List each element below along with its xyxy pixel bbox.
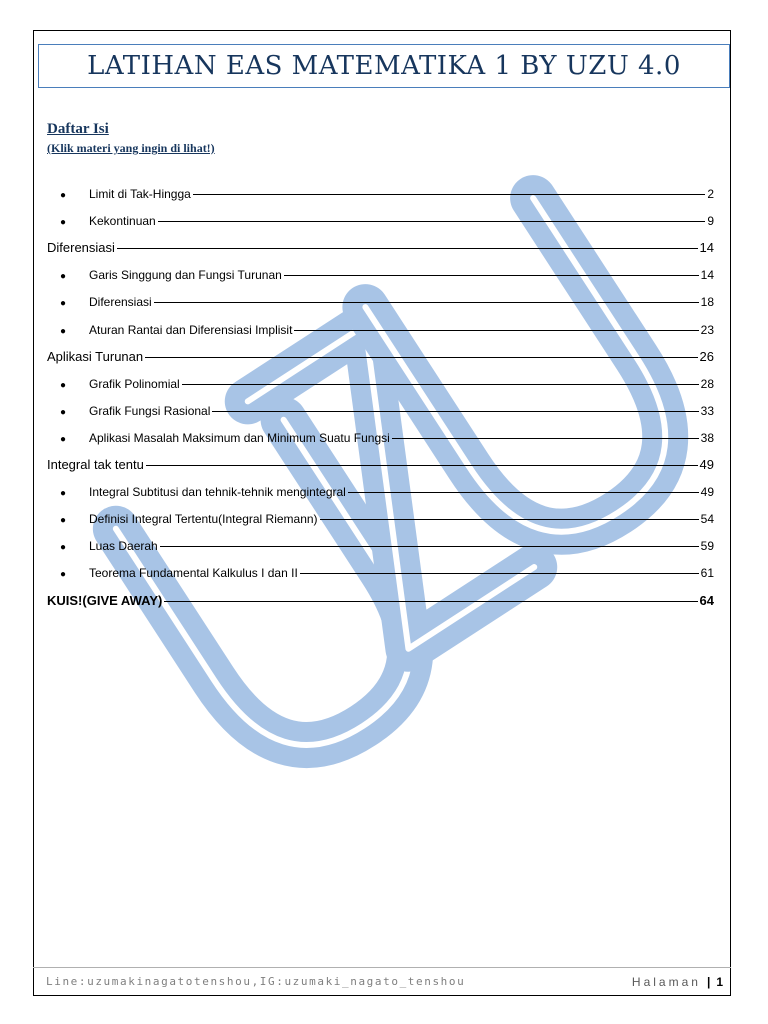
toc-entry[interactable] — [60, 293, 714, 311]
footer-divider — [33, 967, 731, 968]
footer-page-number: 1 — [716, 975, 723, 989]
bullet-icon: ● — [60, 217, 67, 229]
toc-leader-line — [320, 519, 699, 520]
footer-contact: Line:uzumakinagatotenshou,IG:uzumaki_nagato_tenshou — [46, 975, 466, 988]
toc-entry-label: Integral Subtitusi dan tehnik-tehnik mengintegral — [89, 485, 346, 500]
toc-leader-line — [294, 330, 698, 331]
toc-entry-label: Diferensiasi — [89, 295, 152, 310]
toc-entry-label: Definisi Integral Tertentu(Integral Riemann) — [89, 512, 318, 527]
toc-entry-label: Limit di Tak-Hingga — [89, 187, 191, 201]
bullet-icon: ● — [60, 515, 67, 527]
toc-entry-label: Grafik Polinomial — [89, 376, 180, 391]
toc-leader-line — [117, 248, 698, 249]
toc-subheading: (Klik materi yang ingin di lihat!) — [47, 141, 215, 155]
toc-leader-line — [146, 465, 698, 466]
toc-leader-line — [212, 411, 698, 412]
toc-entry-label: Diferensiasi — [47, 240, 115, 256]
toc-entry-page: 26 — [699, 348, 714, 364]
bullet-icon: ● — [60, 190, 67, 201]
toc-entry[interactable] — [60, 429, 714, 447]
toc-entry-label: Luas Daerah — [89, 539, 158, 554]
toc-entry-label: Aplikasi Turunan — [47, 348, 144, 364]
bullet-icon: ● — [60, 379, 67, 391]
toc-entry-page: 38 — [700, 430, 714, 445]
bullet-icon: ● — [60, 406, 67, 418]
bullet-icon: ● — [60, 325, 67, 337]
toc-entry-page: 18 — [700, 295, 714, 310]
toc-entry-label: Aplikasi Masalah Maksimum dan Minimum Suatu Fungsi — [89, 430, 390, 445]
toc-leader-line — [158, 221, 706, 222]
bullet-icon: ● — [60, 542, 67, 554]
toc-entry[interactable] — [60, 537, 714, 555]
bullet-icon: ● — [60, 569, 67, 581]
toc-entry[interactable] — [60, 402, 714, 420]
document-title: LATIHAN EAS MATEMATIKA 1 BY UZU 4.0 — [87, 51, 681, 81]
toc-entry[interactable] — [60, 510, 714, 528]
toc-leader-line — [154, 302, 699, 303]
toc-entry[interactable] — [60, 266, 714, 284]
toc-entry-label: Grafik Fungsi Rasional — [89, 403, 211, 418]
toc-entry-label: Aturan Rantai dan Diferensiasi Implisit — [89, 322, 293, 337]
footer-separator: | — [706, 975, 711, 989]
toc-entry[interactable] — [47, 592, 714, 610]
toc-entry[interactable] — [60, 321, 714, 339]
toc-entry-page: 28 — [700, 376, 714, 391]
toc-entry[interactable] — [60, 185, 714, 203]
toc-leader-line — [182, 384, 699, 385]
footer-page-indicator — [632, 975, 723, 989]
bullet-icon: ● — [60, 433, 67, 445]
toc-entry[interactable] — [47, 348, 714, 366]
toc-entry-page: 23 — [700, 322, 714, 337]
toc-entry-page: 14 — [699, 240, 714, 256]
toc-entry-page: 14 — [700, 268, 714, 283]
toc-leader-line — [392, 438, 699, 439]
toc-entry-label: Kekontinuan — [89, 214, 156, 229]
title-box — [38, 44, 730, 88]
toc-entry[interactable] — [47, 239, 714, 257]
toc-entry-label: Garis Singgung dan Fungsi Turunan — [89, 268, 282, 283]
toc-entry-label: Integral tak tentu — [47, 457, 144, 472]
bullet-icon: ● — [60, 271, 67, 283]
toc-entry-label: KUIS!(GIVE AWAY) — [47, 592, 163, 608]
toc-entry-page: 61 — [700, 566, 714, 581]
toc-leader-line — [348, 492, 699, 493]
toc-entry-page: 2 — [707, 187, 714, 201]
toc-entry[interactable] — [60, 375, 714, 393]
toc-entry-page: 64 — [699, 592, 714, 608]
toc-leader-line — [284, 275, 699, 276]
bullet-icon: ● — [60, 488, 67, 500]
toc-entry-page: 33 — [700, 403, 714, 418]
toc-entry-page: 59 — [700, 539, 714, 554]
toc-entry[interactable] — [60, 564, 714, 582]
toc-leader-line — [164, 601, 697, 602]
toc-entry-label: Teorema Fundamental Kalkulus I dan II — [89, 566, 298, 581]
toc-heading: Daftar Isi — [47, 121, 109, 137]
toc-leader-line — [145, 357, 697, 358]
toc-entry-page: 9 — [707, 214, 714, 229]
toc-entry[interactable] — [60, 212, 714, 230]
footer-page-label: Halaman — [631, 975, 701, 989]
toc-entry[interactable] — [47, 456, 714, 474]
toc-leader-line — [300, 573, 699, 574]
toc-entry-page: 54 — [700, 512, 714, 527]
toc-entry[interactable] — [60, 483, 714, 501]
toc-entry-page: 49 — [700, 485, 714, 500]
toc-leader-line — [160, 546, 699, 547]
toc-leader-line — [193, 194, 705, 195]
toc-entry-page: 49 — [699, 457, 714, 472]
bullet-icon: ● — [60, 298, 67, 310]
